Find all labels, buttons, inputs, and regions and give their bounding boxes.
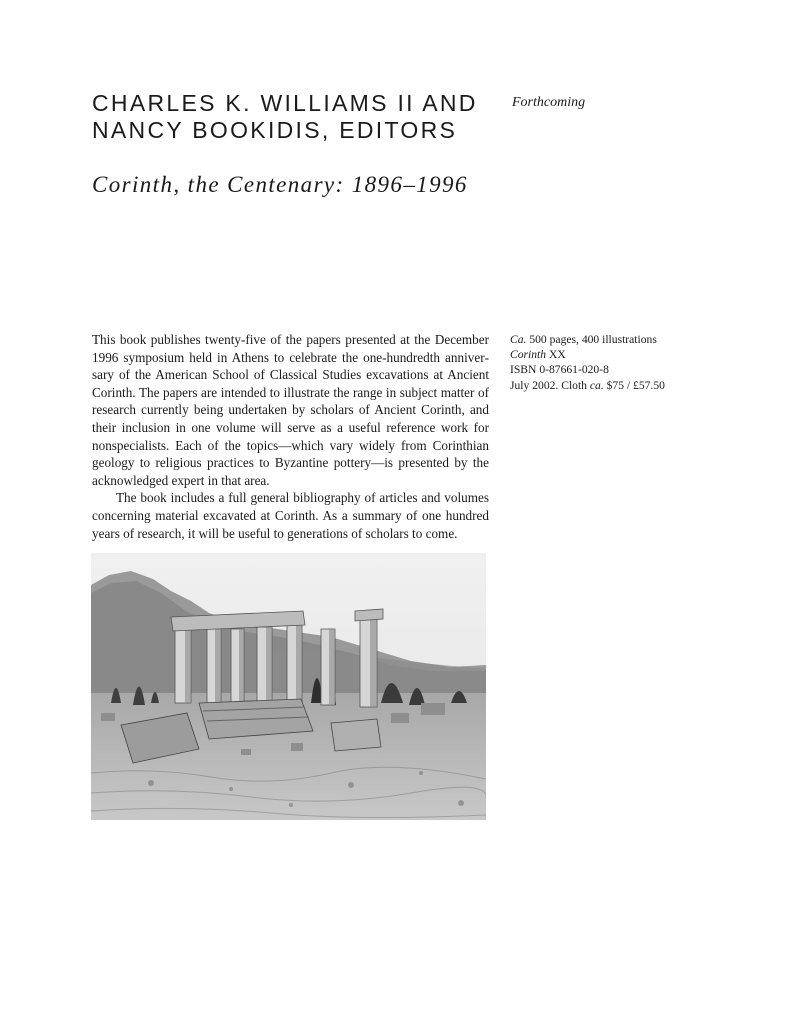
description-paragraph-1: This book publishes twenty-five of the papers presented at the December 1996 symposium held in Athens to celebrate the one-hundredth anniversary of the American School of Classical Studies excavations at Ancient Corinth. The papers are intended to illustrate the range in subject matter of research currently being undertaken by scholars of Ancient Corinth, and their inclusion in one volume will serve as a useful reference work for nonspecialists. Each of the topics—which vary widely from Corinthian geology to religious practices to Byzantine pottery—is presented by the acknowledged expert in that area. (92, 332, 489, 488)
editors-line-2: NANCY BOOKIDIS, EDITORS (92, 117, 458, 143)
ca-price-label: ca. (589, 378, 604, 392)
book-description (92, 331, 489, 542)
editors-heading (92, 90, 492, 144)
publication-status: Forthcoming (512, 95, 586, 110)
page-count: 500 pages, 400 illustrations (526, 333, 657, 346)
page-count-line (510, 332, 665, 347)
description-paragraph-2: The book includes a full general bibliography of articles and volumes concerning material excavated at Corinth. As a summary of one hundred years of research, it will be useful to generations of scholars to come. (92, 490, 489, 541)
isbn: ISBN 0-87661-020-8 (510, 363, 609, 377)
ca-label: Ca. (510, 333, 527, 346)
series-name: Corinth (510, 348, 547, 362)
book-title: Corinth, the Centenary: 1896–1996 (92, 172, 468, 197)
date-binding: July 2002. Cloth (510, 378, 590, 392)
series-line (510, 347, 665, 362)
temple-ruins-photo (91, 553, 486, 820)
price: $75 / £57.50 (603, 378, 665, 392)
date-price-line (510, 378, 665, 393)
series-volume: XX (546, 348, 566, 362)
book-details (510, 332, 665, 393)
editors-line-1: CHARLES K. WILLIAMS II AND (92, 90, 478, 116)
temple-ruins-illustration (91, 553, 486, 820)
